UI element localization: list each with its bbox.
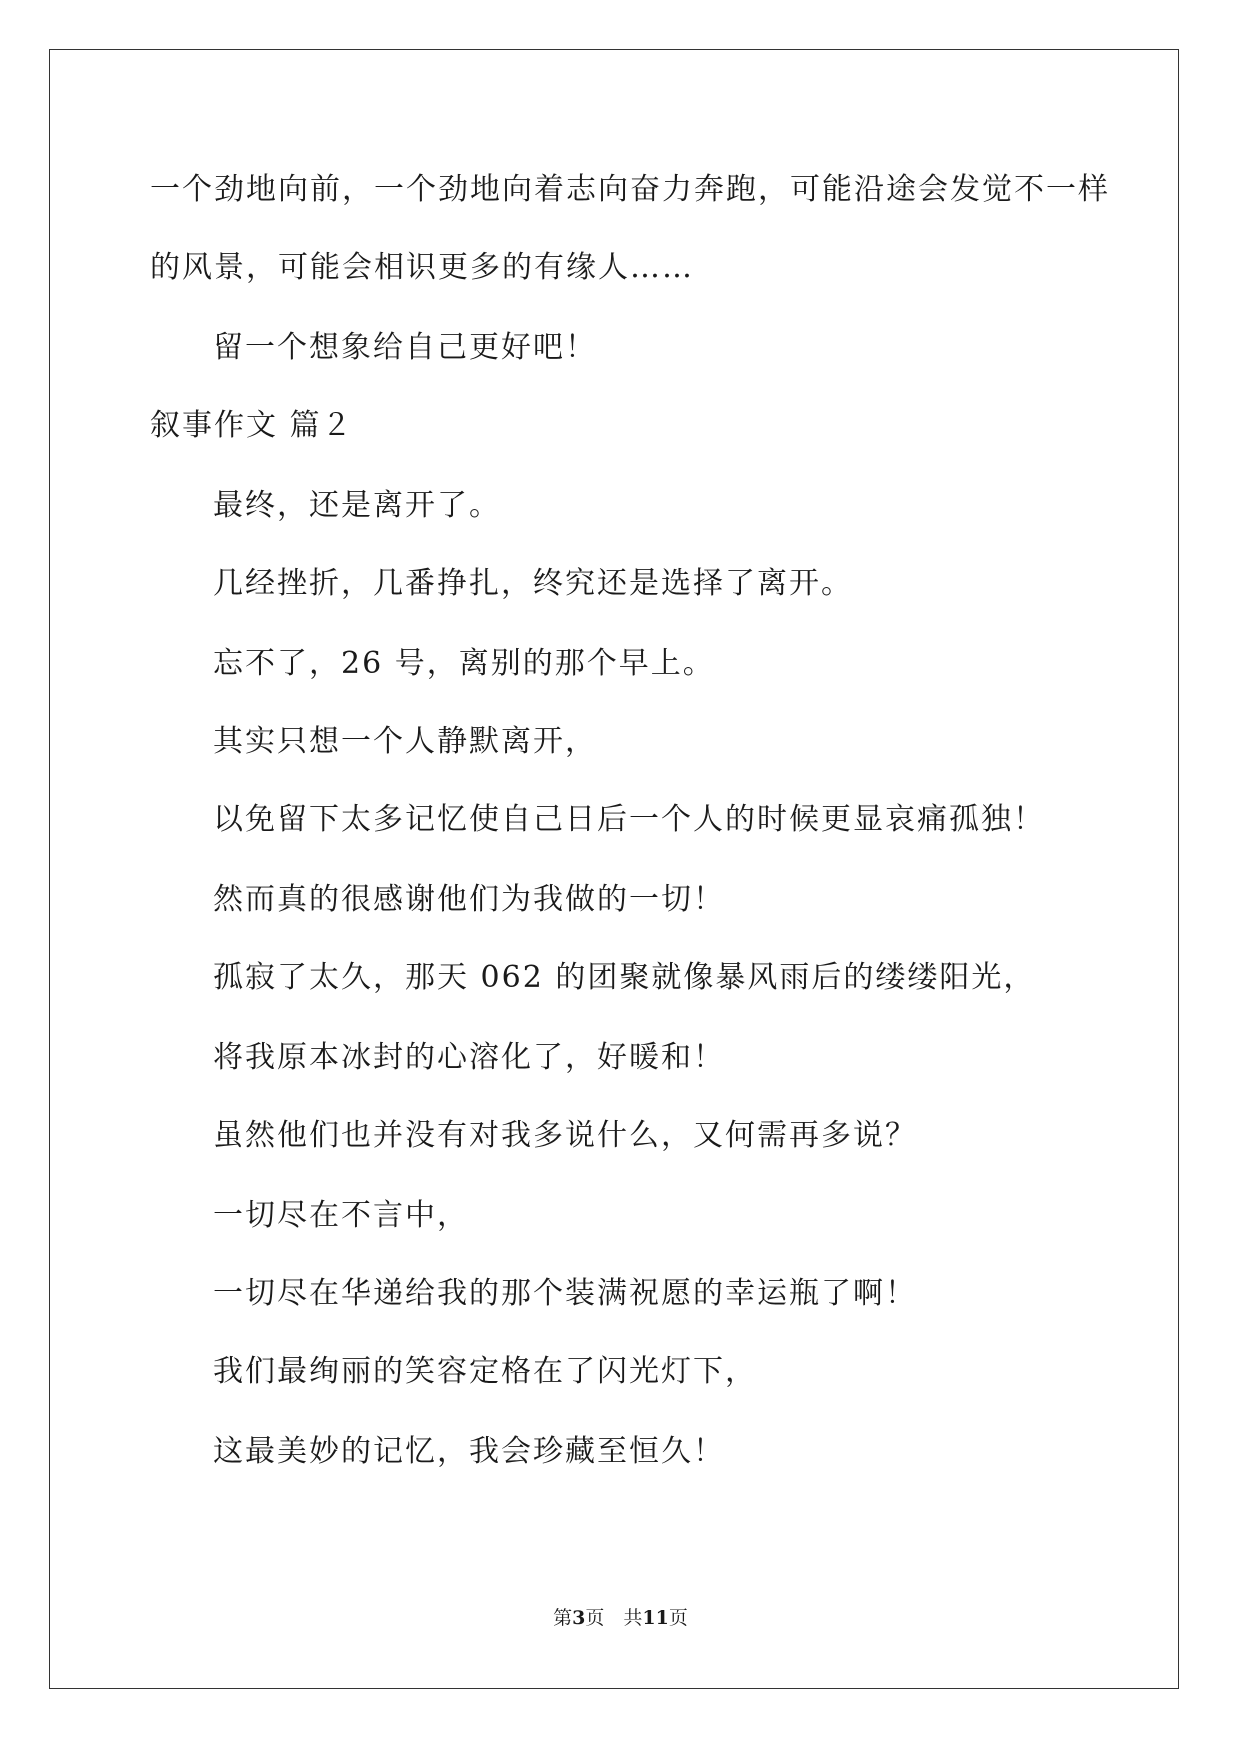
paragraph-line: 留一个想象给自己更好吧！: [213, 330, 597, 365]
total-page-number: 11: [642, 1607, 669, 1629]
paragraph-line: 一个劲地向前，一个劲地向着志向奋力奔跑，可能沿途会发觉不一样: [150, 172, 1110, 207]
paragraph-line: 几经挫折，几番挣扎，终究还是选择了离开。: [213, 566, 853, 601]
paragraph-line: 其实只想一个人静默离开，: [213, 724, 597, 759]
paragraph-line: 孤寂了太久，那天 062 的团聚就像暴风雨后的缕缕阳光，: [213, 960, 1036, 995]
current-page-number: 3: [572, 1607, 586, 1629]
paragraph-line: 忘不了，26 号，离别的那个早上。: [213, 646, 715, 681]
paragraph-line: 我们最绚丽的笑容定格在了闪光灯下，: [213, 1354, 757, 1389]
paragraph-line: 将我原本冰封的心溶化了，好暖和！: [213, 1040, 725, 1075]
paragraph-line: 最终，还是离开了。: [213, 488, 501, 523]
page-suffix: 页: [668, 1607, 688, 1629]
paragraph-line: 这最美妙的记忆，我会珍藏至恒久！: [213, 1434, 725, 1469]
paragraph-line: 一切尽在华递给我的那个装满祝愿的幸运瓶了啊！: [213, 1276, 917, 1311]
page-mid: 页 共: [585, 1607, 643, 1629]
page-prefix: 第: [553, 1607, 573, 1629]
paragraph-line: 然而真的很感谢他们为我做的一切！: [213, 882, 725, 917]
paragraph-line: 的风景，可能会相识更多的有缘人……: [150, 250, 694, 285]
page-number-footer: [0, 1606, 1241, 1630]
paragraph-line: 一切尽在不言中，: [213, 1198, 469, 1233]
section-heading: 叙事作文 篇２: [150, 408, 354, 443]
paragraph-line: 虽然他们也并没有对我多说什么，又何需再多说？: [213, 1118, 917, 1153]
paragraph-line: 以免留下太多记忆使自己日后一个人的时候更显哀痛孤独！: [213, 802, 1045, 837]
